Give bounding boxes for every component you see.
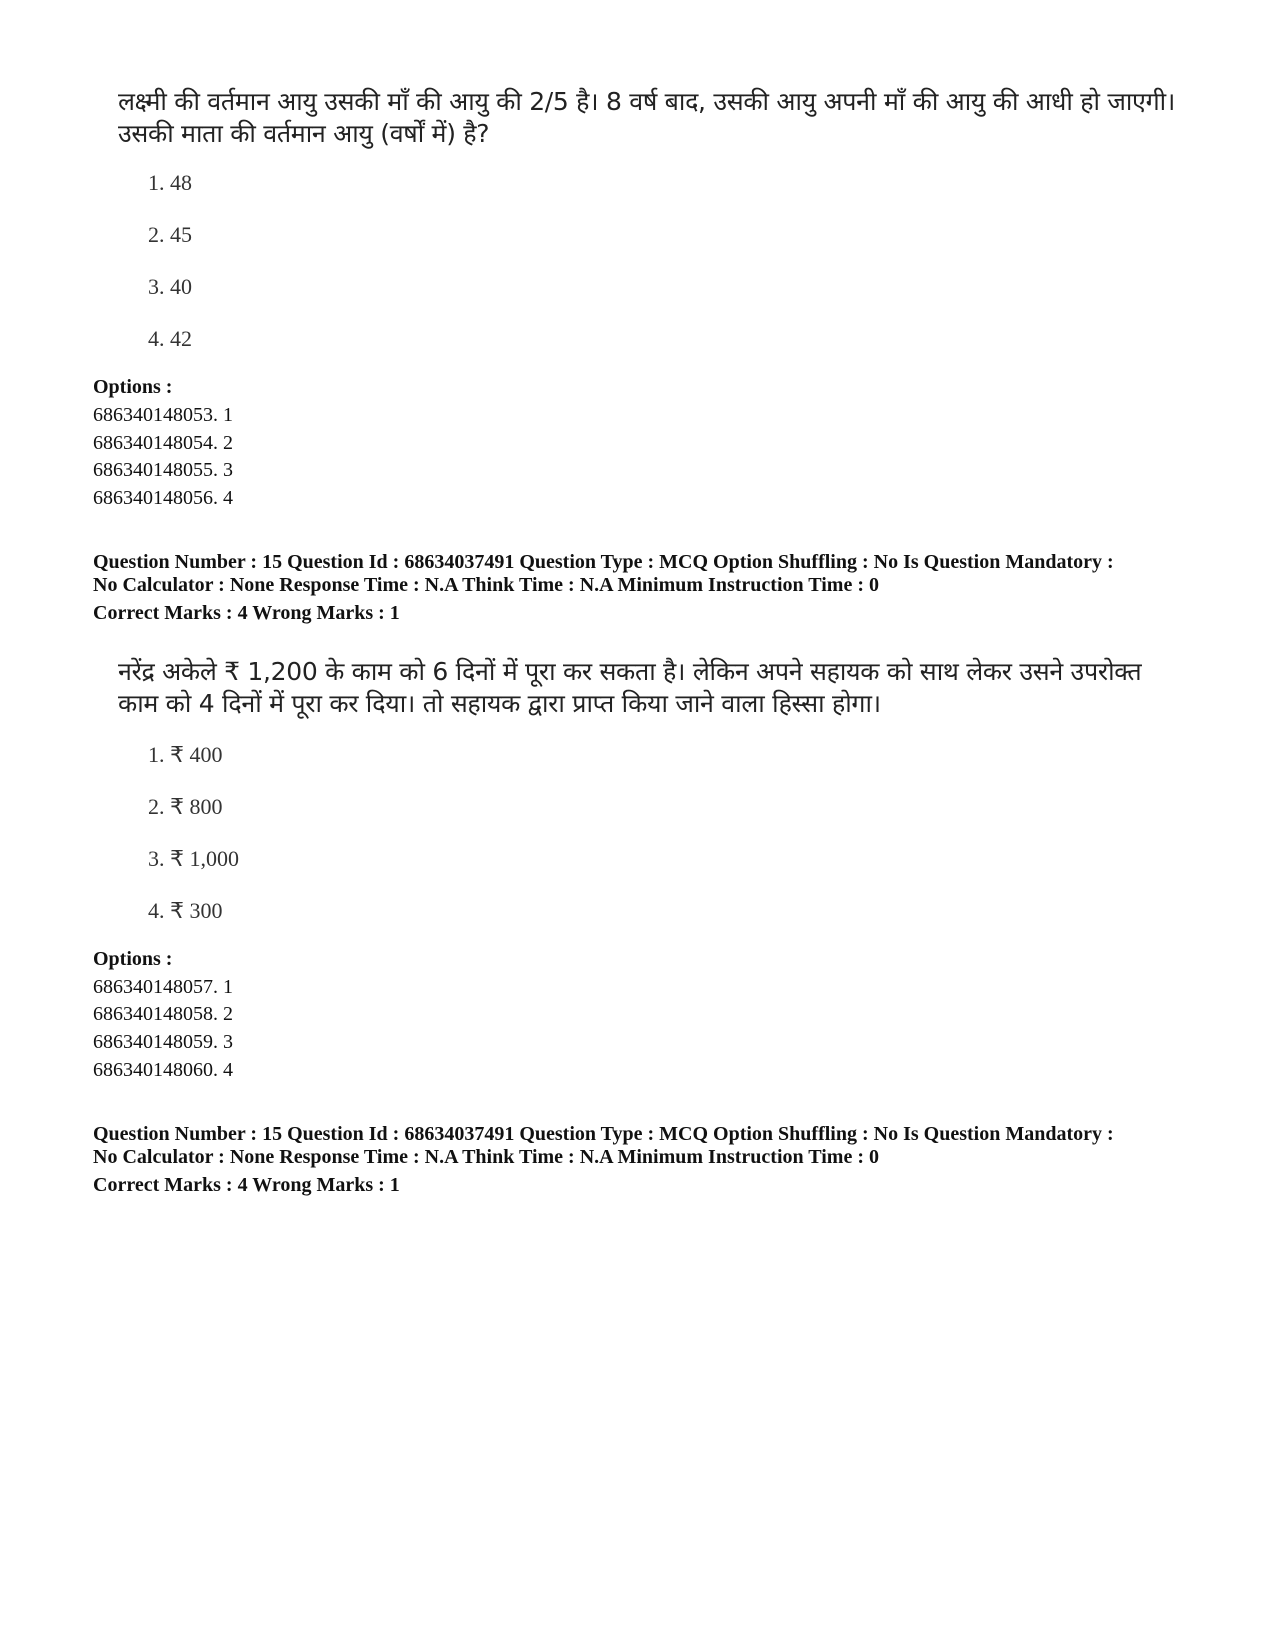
marks-line: Correct Marks : 4 Wrong Marks : 1 xyxy=(93,1174,400,1196)
question-meta-line: Question Number : 15 Question Id : 68634037491 Question Type : MCQ Option Shuffling : No Is Question Mandatory : xyxy=(93,551,1114,573)
options-heading: Options : xyxy=(93,948,173,970)
question-meta-line: Question Number : 15 Question Id : 68634037491 Question Type : MCQ Option Shuffling : No Is Question Mandatory : xyxy=(93,1123,1114,1145)
question-meta-line: No Calculator : None Response Time : N.A Think Time : N.A Minimum Instruction Time : 0 xyxy=(93,574,879,596)
marks-line: Correct Marks : 4 Wrong Marks : 1 xyxy=(93,602,400,624)
question-line: नरेंद्र अकेले ₹ 1,200 के काम को 6 दिनों में पूरा कर सकता है। लेकिन अपने सहायक को साथ लेकर उसने उपरोक्त xyxy=(118,657,1142,686)
option-id-line: 686340148058. 2 xyxy=(93,1003,233,1025)
answer-choice: 4. ₹ 300 xyxy=(148,898,223,923)
option-id-line: 686340148055. 3 xyxy=(93,459,233,481)
answer-choice: 3. ₹ 1,000 xyxy=(148,846,239,871)
question-line: उसकी माता की वर्तमान आयु (वर्षों में) है? xyxy=(118,119,490,148)
option-id-line: 686340148057. 1 xyxy=(93,976,233,998)
question-meta-line: No Calculator : None Response Time : N.A Think Time : N.A Minimum Instruction Time : 0 xyxy=(93,1146,879,1168)
answer-choice: 1. 48 xyxy=(148,170,192,195)
question-text xyxy=(118,656,1208,720)
option-id-line: 686340148060. 4 xyxy=(93,1059,233,1081)
answer-choice: 4. 42 xyxy=(148,326,192,351)
question-line: लक्ष्मी की वर्तमान आयु उसकी माँ की आयु की 2/5 है। 8 वर्ष बाद, उसकी आयु अपनी माँ की आयु की आधी हो जाएगी। xyxy=(118,87,1175,116)
question-text xyxy=(118,86,1208,150)
answer-choice: 2. 45 xyxy=(148,222,192,247)
answer-choice: 3. 40 xyxy=(148,274,192,299)
options-heading: Options : xyxy=(93,376,173,398)
option-id-line: 686340148056. 4 xyxy=(93,487,233,509)
answer-choice: 1. ₹ 400 xyxy=(148,742,223,767)
answer-choice: 2. ₹ 800 xyxy=(148,794,223,819)
question-line: काम को 4 दिनों में पूरा कर दिया। तो सहायक द्वारा प्राप्त किया जाने वाला हिस्सा होगा। xyxy=(118,689,881,718)
option-id-line: 686340148053. 1 xyxy=(93,404,233,426)
option-id-line: 686340148054. 2 xyxy=(93,432,233,454)
option-id-line: 686340148059. 3 xyxy=(93,1031,233,1053)
